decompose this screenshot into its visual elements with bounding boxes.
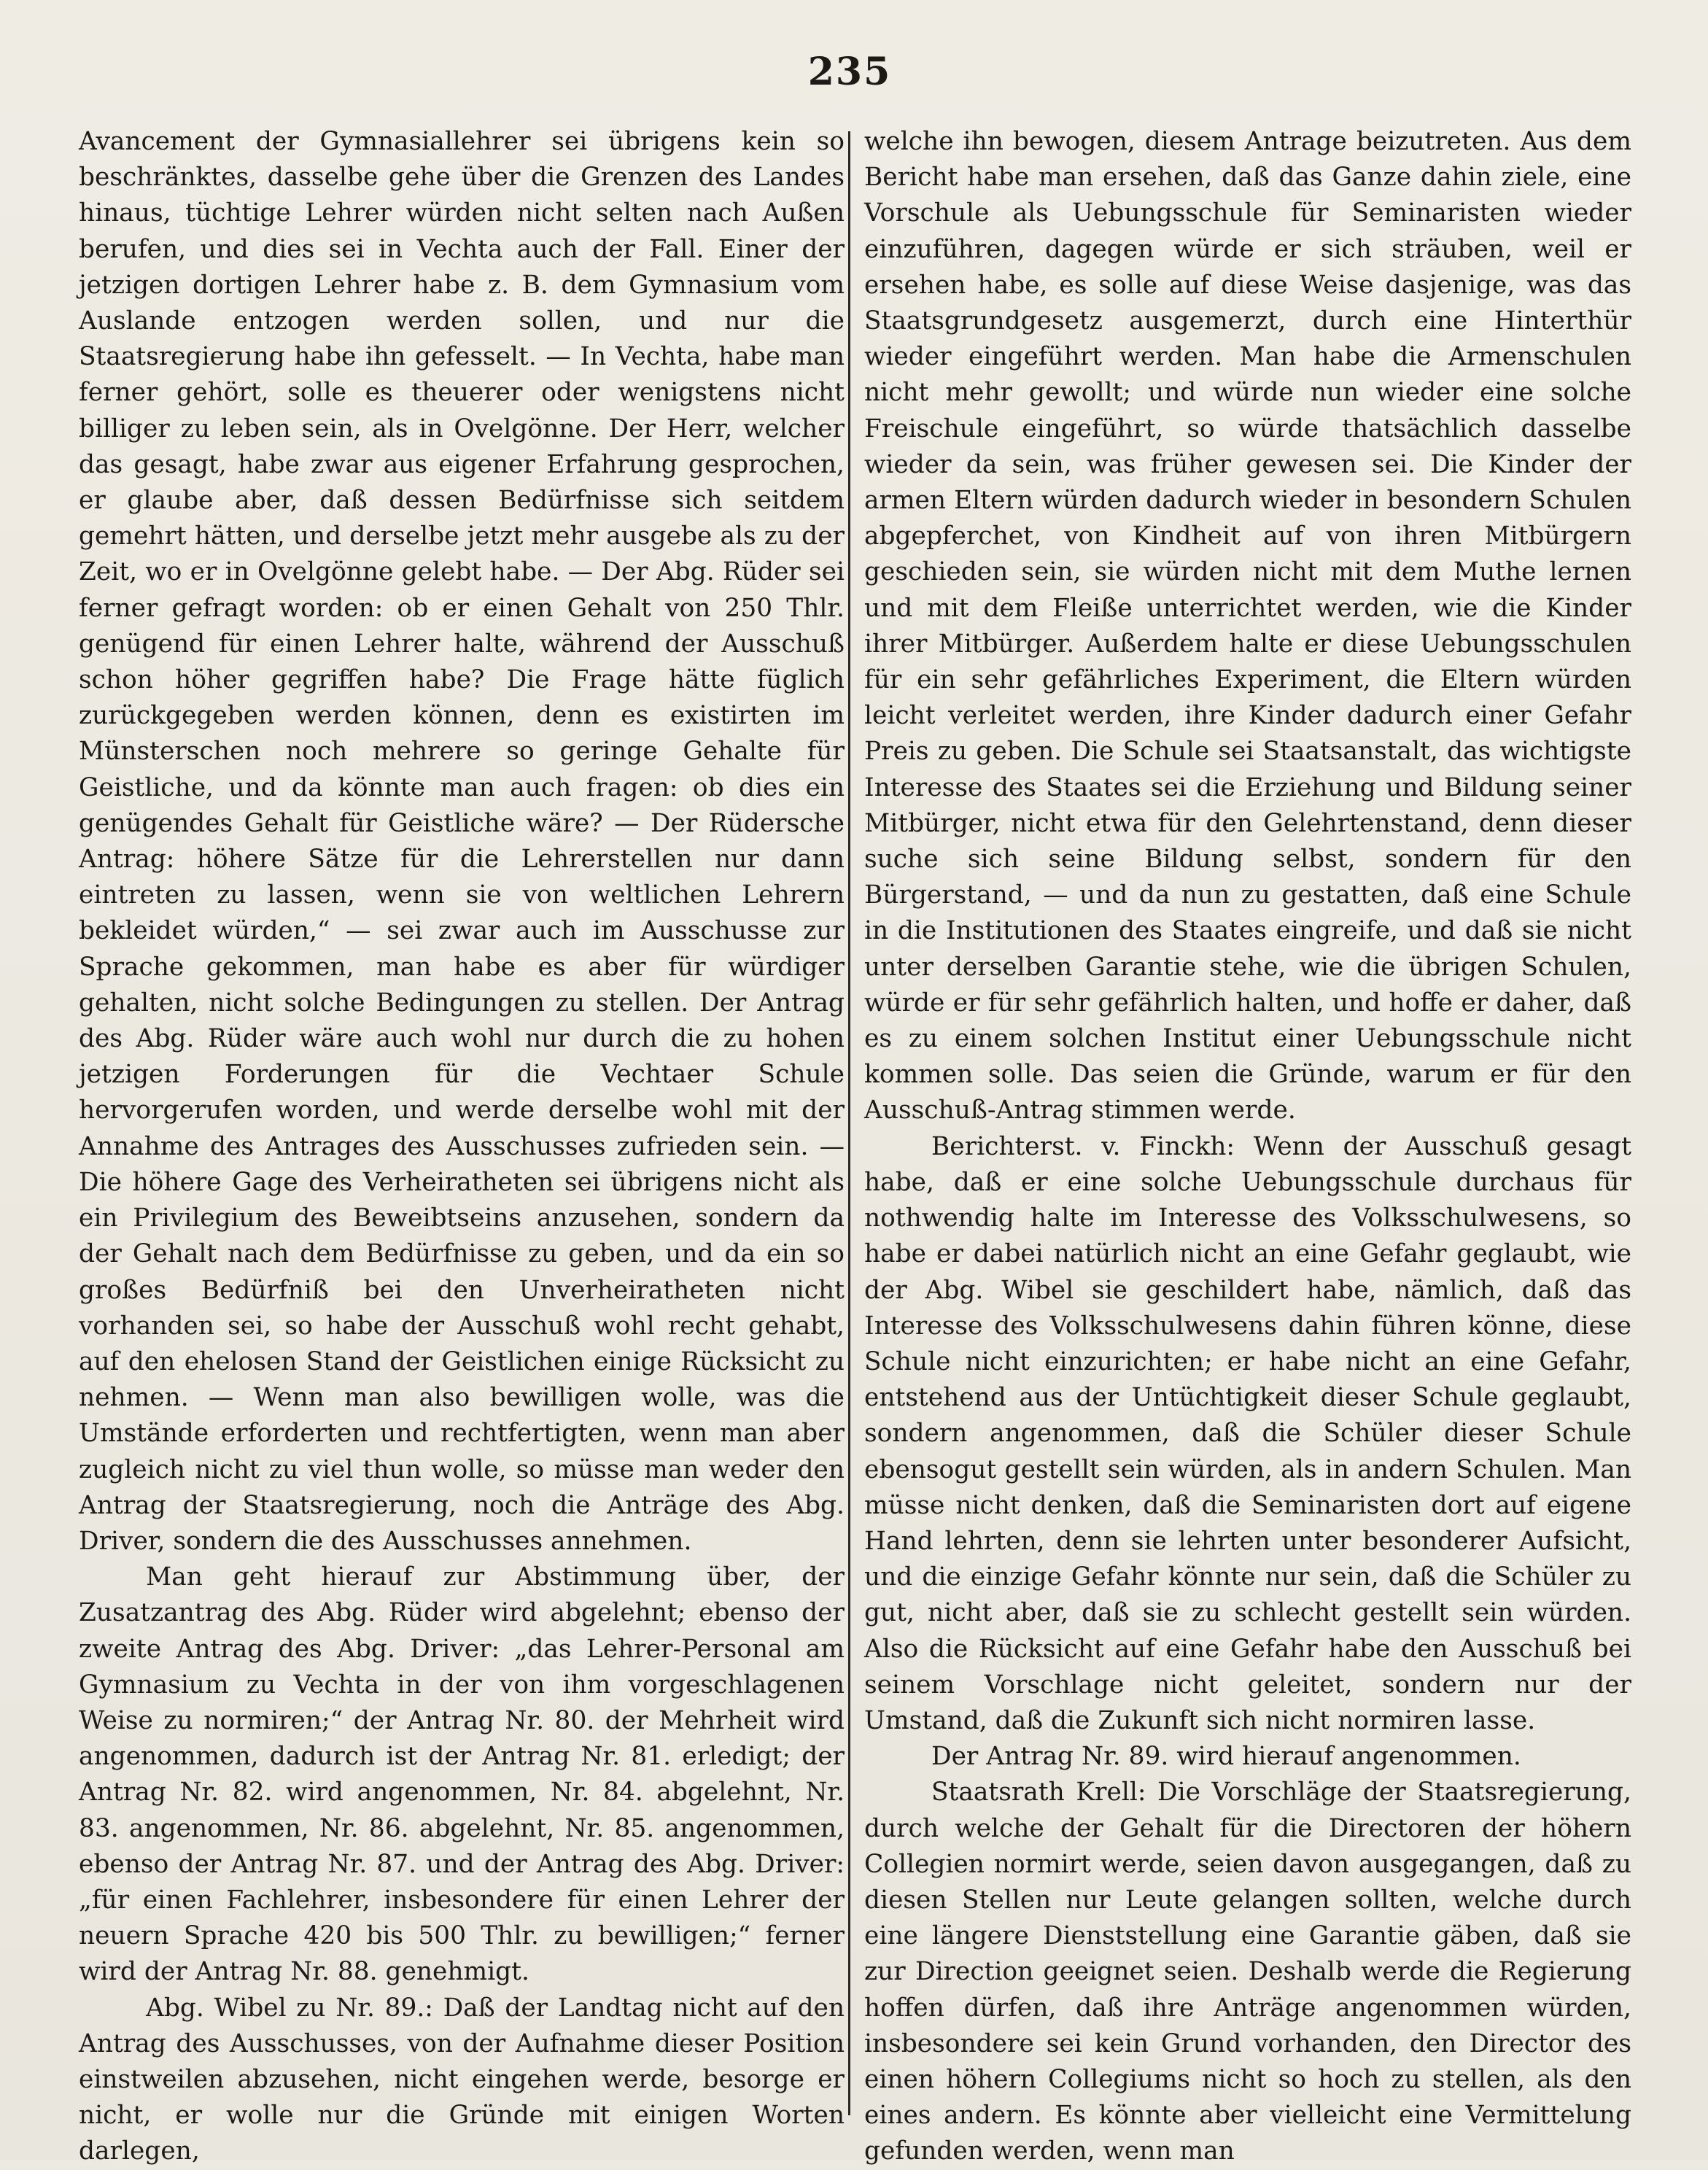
column-divider: [848, 131, 850, 2115]
paragraph: Avancement der Gymnasiallehrer sei übrigens kein so beschränktes, dasselbe gehe über die Grenzen des Landes hinaus, tüchtige Lehrer würden nicht selten nach Außen berufen, und dies sei in Vechta auch der Fall. Einer der jetzigen dortigen Lehrer habe z. B. dem Gymnasium vom Auslande entzogen werden sollen, und nur die Staatsregierung habe ihn gefesselt. — In Vechta, habe man ferner gehört, solle es theuerer oder wenigstens nicht billiger zu leben sein, als in Ovelgönne. Der Herr, welcher das gesagt, habe zwar aus eigener Erfahrung gesprochen, er glaube aber, daß dessen Bedürfnisse sich seitdem gemehrt hätten, und derselbe jetzt mehr ausgebe als zu der Zeit, wo er in Ovelgönne gelebt habe. — Der Abg. Rüder sei ferner gefragt worden: ob er einen Gehalt von 250 Thlr. genügend für einen Lehrer halte, während der Ausschuß schon höher gegriffen habe? Die Frage hätte füglich zurückgegeben werden können, denn es existirten im Münsterschen noch mehrere so geringe Gehalte für Geistliche, und da könnte man auch fragen: ob dies ein genügendes Gehalt für Geistliche wäre? — Der Rüdersche Antrag: höhere Sätze für die Lehrerstellen nur dann eintreten zu lassen, wenn sie von weltlichen Lehrern bekleidet würden,“ — sei zwar auch im Ausschusse zur Sprache gekommen, man habe es aber für würdiger gehalten, nicht solche Bedingungen zu stellen. Der Antrag des Abg. Rüder wäre auch wohl nur durch die zu hohen jetzigen Forderungen für die Vechtaer Schule hervorgerufen worden, und werde derselbe wohl mit der Annahme des Antrages des Ausschusses zufrieden sein. — Die höhere Gage des Verheiratheten sei übrigens nicht als ein Privilegium des Beweibtseins anzusehen, sondern da der Gehalt nach dem Bedürfnisse zu geben, und da ein so großes Bedürfniß bei den Unverheiratheten nicht vorhanden sei, so habe der Ausschuß wohl recht gehabt, auf den ehelosen Stand der Geistlichen einige Rücksicht zu nehmen. — Wenn man also bewilligen wolle, was die Umstände erforderten und rechtfertigten, wenn man aber zugleich nicht zu viel thun wolle, so müsse man weder den Antrag der Staatsregierung, noch die Anträge des Abg. Driver, sondern die des Ausschusses annehmen.: [79, 127, 845, 1556]
right-column: [864, 124, 1631, 2170]
paragraph: Berichterst. v. Finckh: Wenn der Ausschuß gesagt habe, daß er eine solche Uebungsschule durchaus für nothwendig halte im Interesse des Volksschulwesens, so habe er dabei natürlich nicht an eine Gefahr geglaubt, wie der Abg. Wibel sie geschildert habe, nämlich, daß das Interesse des Volksschulwesens dahin führen könne, diese Schule nicht einzurichten; er habe nicht an eine Gefahr, entstehend aus der Untüchtigkeit dieser Schule geglaubt, sondern angenommen, daß die Schüler dieser Schule ebensogut gestellt sein würden, als in andern Schulen. Man müsse nicht denken, daß die Seminaristen dort auf eigene Hand lehrten, denn sie lehrten unter besonderer Aufsicht, und die einzige Gefahr könnte nur sein, daß die Schüler zu gut, nicht aber, daß sie zu schlecht gestellt sein würden. Also die Rücksicht auf eine Gefahr habe den Ausschuß bei seinem Vorschlage nicht geleitet, sondern nur der Umstand, daß die Zukunft sich nicht normiren lasse.: [864, 1131, 1631, 1735]
page-number: 235: [807, 50, 892, 94]
paragraph: Abg. Wibel zu Nr. 89.: Daß der Landtag nicht auf den Antrag des Ausschusses, von der Aufnahme dieser Position einstweilen abzusehen, nicht eingehen werde, besorge er nicht, er wolle nur die Gründe mit einigen Worten darlegen,: [79, 1993, 845, 2166]
paragraph: Staatsrath Krell: Die Vorschläge der Staatsregierung, durch welche der Gehalt für die Directoren der höhern Collegien normirt werde, seien davon ausgegangen, daß zu diesen Stellen nur Leute gelangen sollten, welche durch eine längere Dienststellung eine Garantie gäben, daß sie zur Direction geeignet seien. Deshalb werde die Regierung hoffen dürfen, daß ihre Anträge angenommen würden, insbesondere sei kein Grund vorhanden, den Director des einen höhern Collegiums nicht so hoch zu stellen, als den eines andern. Es könnte aber vielleicht eine Vermittelung gefunden werden, wenn man: [864, 1778, 1631, 2166]
paragraph: Der Antrag Nr. 89. wird hierauf angenommen.: [931, 1742, 1521, 1772]
paragraph: welche ihn bewogen, diesem Antrage beizutreten. Aus dem Bericht habe man ersehen, daß das Ganze dahin ziele, eine Vorschule als Uebungsschule für Seminaristen wieder einzuführen, dagegen würde er sich sträuben, weil er ersehen habe, es solle auf diese Weise dasjenige, was das Staatsgrundgesetz ausgemerzt, durch eine Hinterthür wieder eingeführt werden. Man habe die Armenschulen nicht mehr gewollt; und würde nun wieder eine solche Freischule eingeführt, so würde thatsächlich dasselbe wieder da sein, was früher gewesen sei. Die Kinder der armen Eltern würden dadurch wieder in besondern Schulen abgepferchet, von Kindheit auf von ihren Mitbürgern geschieden sein, sie würden nicht mit dem Muthe lernen und mit dem Fleiße unterrichtet werden, wie die Kinder ihrer Mitbürger. Außerdem halte er diese Uebungsschulen für ein sehr gefährliches Experiment, die Eltern würden leicht verleitet werden, ihre Kinder dadurch einer Gefahr Preis zu geben. Die Schule sei Staatsanstalt, das wichtigste Interesse des Staates sei die Erziehung und Bildung seiner Mitbürger, nicht etwa für den Gelehrtenstand, denn dieser suche sich seine Bildung selbst, sondern für den Bürgerstand, — und da nun zu gestatten, daß eine Schule in die Institutionen des Staates eingreife, und daß sie nicht unter derselben Garantie stehe, wie die übrigen Schulen, würde er für sehr gefährlich halten, und hoffe er daher, daß es zu einem solchen Institut einer Uebungsschule nicht kommen solle. Das seien die Gründe, warum er für den Ausschuß-Antrag stimmen werde.: [864, 127, 1631, 1125]
left-column: [79, 124, 845, 2170]
paragraph: Man geht hierauf zur Abstimmung über, der Zusatzantrag des Abg. Rüder wird abgelehnt; ebenso der zweite Antrag des Abg. Driver: „das Lehrer-Personal am Gymnasium zu Vechta in der von ihm vorgeschlagenen Weise zu normiren;“ der Antrag Nr. 80. der Mehrheit wird angenommen, dadurch ist der Antrag Nr. 81. erledigt; der Antrag Nr. 82. wird angenommen, Nr. 84. abgelehnt, Nr. 83. angenommen, Nr. 86. abgelehnt, Nr. 85. angenommen, ebenso der Antrag Nr. 87. und der Antrag des Abg. Driver: „für einen Fachlehrer, insbesondere für einen Lehrer der neuern Sprache 420 bis 500 Thlr. zu bewilligen;“ ferner wird der Antrag Nr. 88. genehmigt.: [79, 1562, 845, 1987]
